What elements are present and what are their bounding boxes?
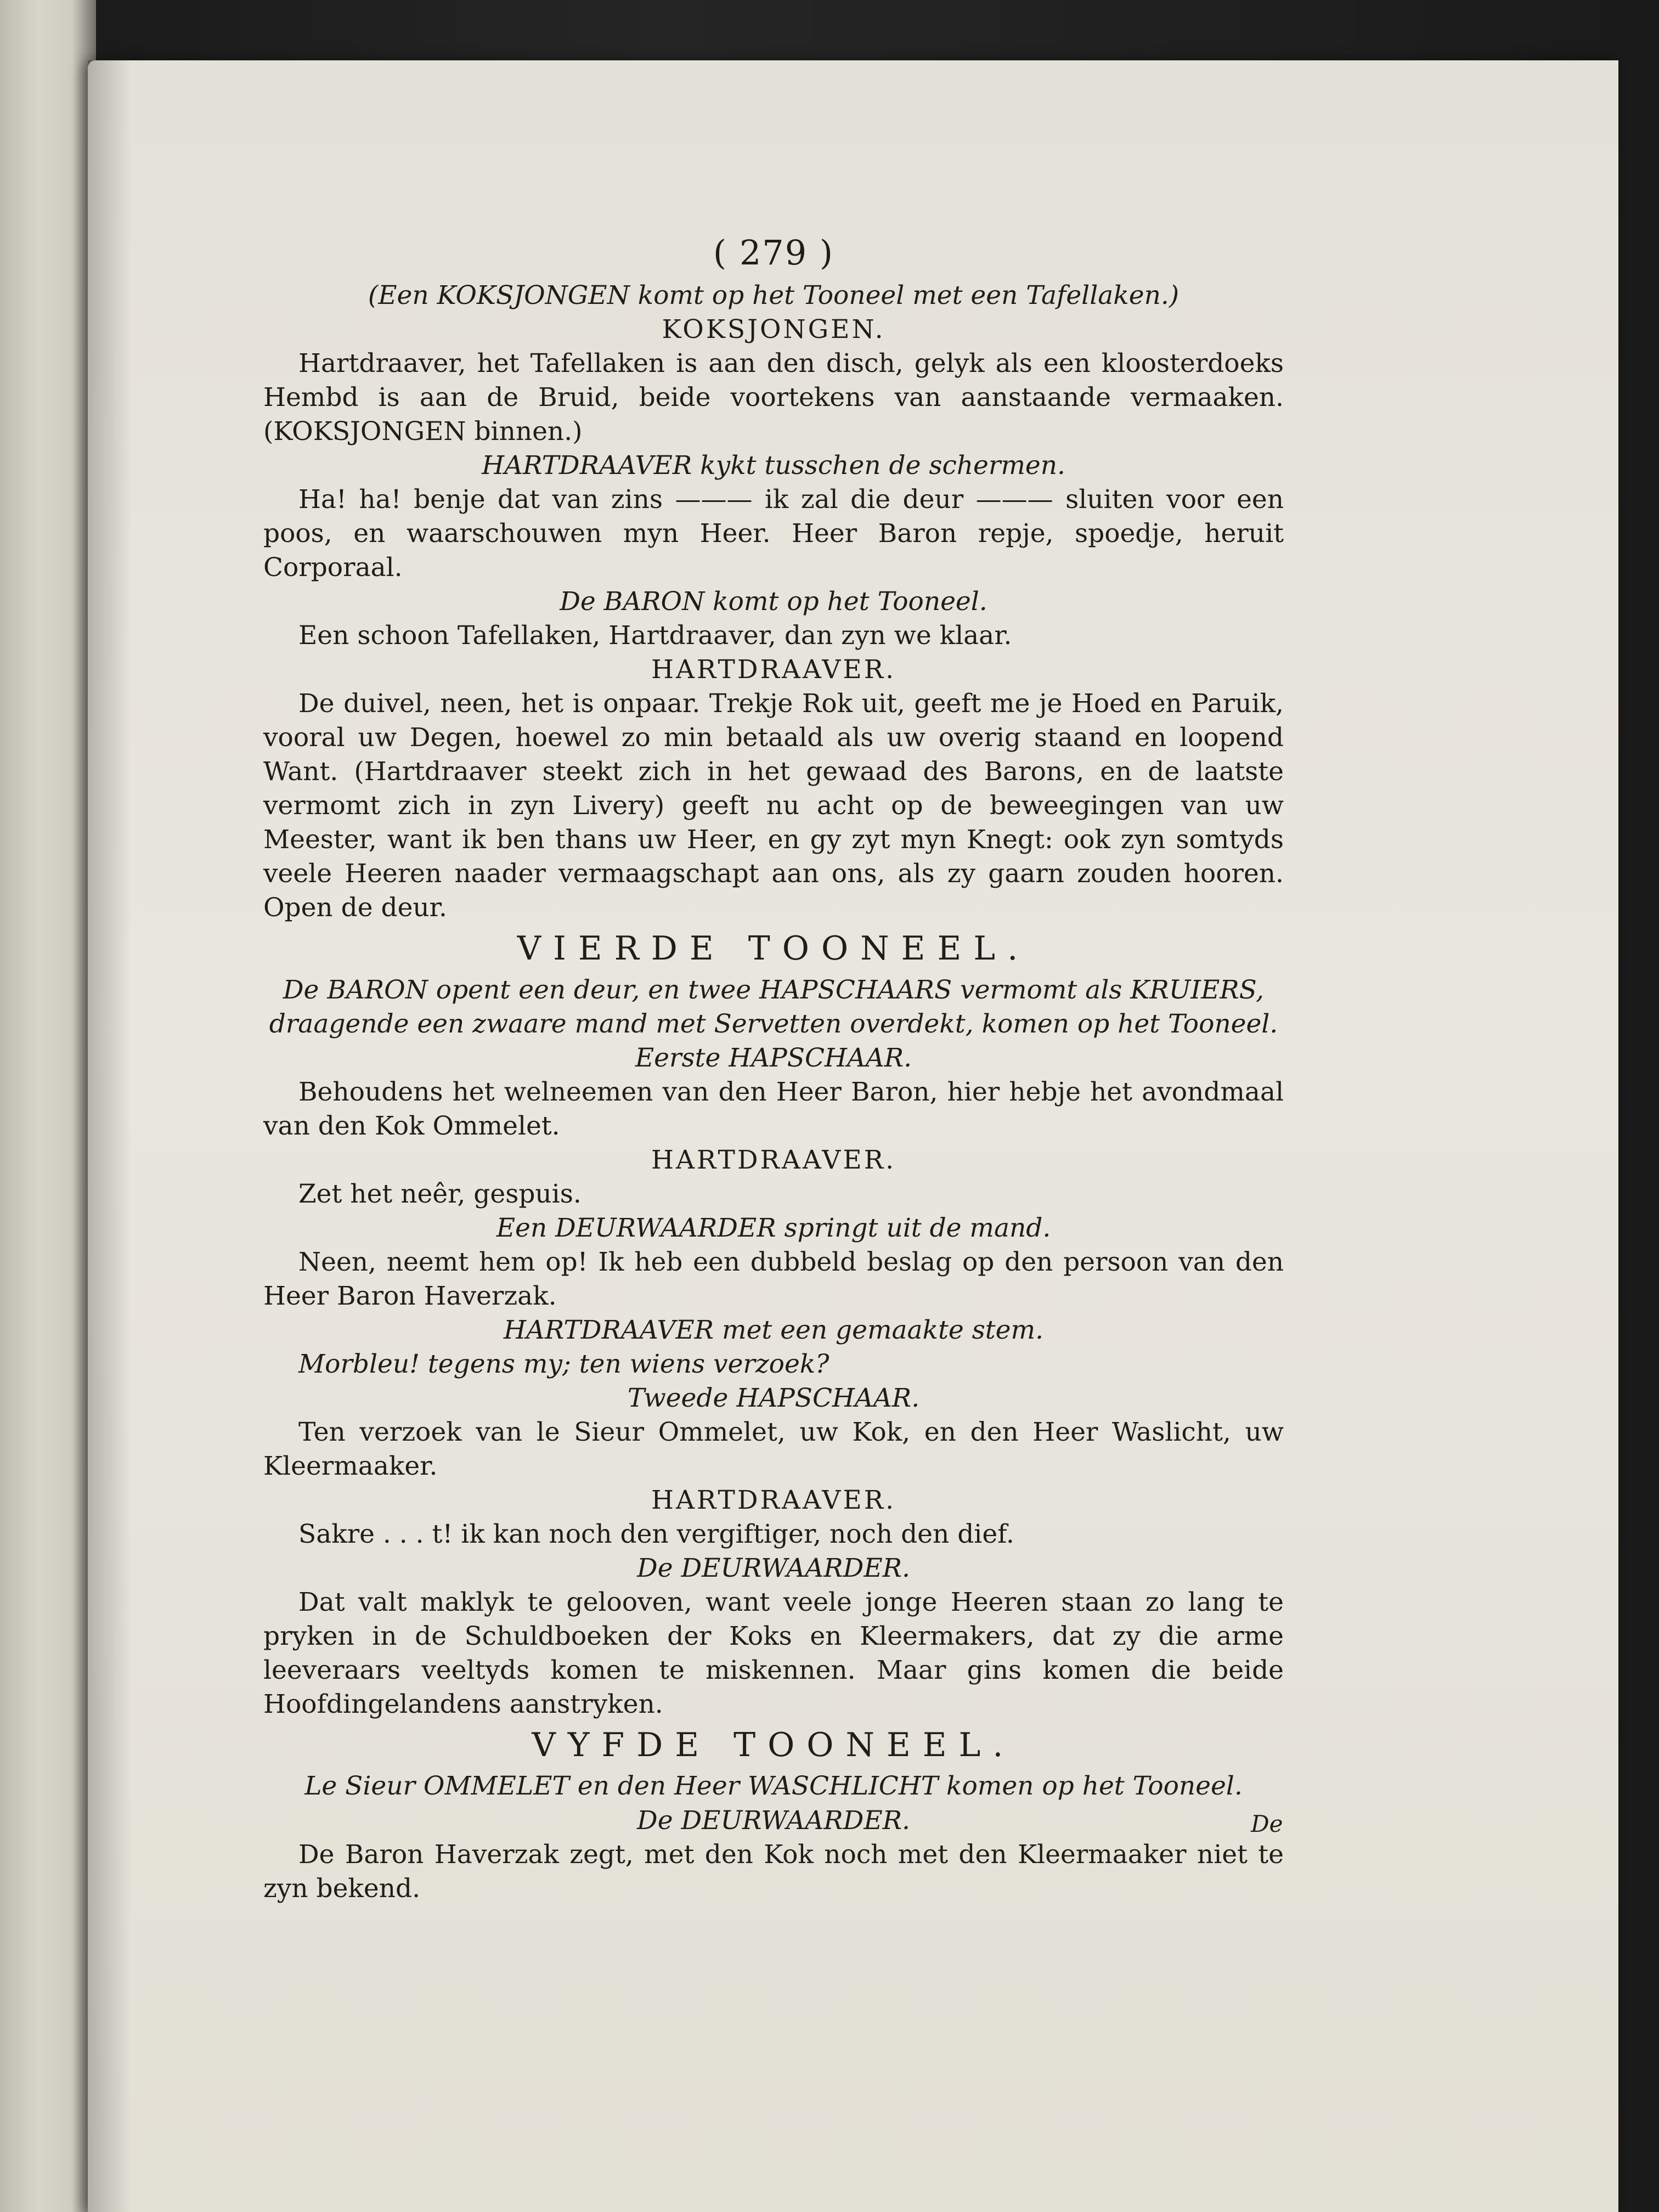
dialogue-line: De duivel, neen, het is onpaar. Trekje Rok uit, geeft me je Hoed en Paruik, vooral uw Degen, hoewel zo min betaald als uw overig staand en loopend Want. (Hartdraaver steekt zich in het gewaad des Barons, en de laatste vermomt zich in zyn Livery) geeft nu acht op de beweegingen van uw Meester, want ik ben thans uw Heer, en gy zyt myn Knegt: ook zyn somtyds veele Heeren naader vermaagschapt aan ons, als zy gaarn zouden hooren. Open de deur. <box>263 689 1284 923</box>
page-number: ( 279 ) <box>713 233 834 273</box>
page-text-block <box>263 230 1284 1906</box>
dialogue-line: Morbleu! tegens my; ten wiens verzoek? <box>298 1348 830 1379</box>
stage-direction: Een DEURWAARDER springt uit de mand. <box>496 1212 1051 1243</box>
dialogue-line: Dat valt maklyk te gelooven, want veele jonge Heeren staan zo lang te pryken in de Schuldboeken der Koks en Kleermakers, dat zy die arme leeveraars veeltyds komen te miskennen. Maar gins komen die beide Hoofdingelandens aanstryken. <box>263 1587 1284 1720</box>
speaker-name: Tweede HAPSCHAAR. <box>627 1383 920 1413</box>
speaker-name: Eerste HAPSCHAAR. <box>635 1042 912 1073</box>
dialogue-line: Ha! ha! benje dat van zins ——— ik zal die deur ——— sluiten voor een poos, en waarschouwen myn Heer. Heer Baron repje, spoedje, heruit Corporaal. <box>263 484 1284 583</box>
stage-direction: De BARON opent een deur, en twee HAPSCHAARS vermomt als KRUIERS, draagende een zwaare mand met Servetten overdekt, komen op het Tooneel. <box>269 974 1278 1039</box>
stage-direction: Le Sieur OMMELET en den Heer WASCHLICHT komen op het Tooneel. <box>304 1771 1243 1802</box>
dialogue-line: Hartdraaver, het Tafellaken is aan den disch, gelyk als een kloosterdoeks Hembd is aan de Bruid, beide voortekens van aanstaande vermaaken. (KOKSJONGEN binnen.) <box>263 348 1284 447</box>
scene-heading: VIERDE TOONEEL. <box>517 929 1030 968</box>
dialogue-line: De Baron Haverzak zegt, met den Kok noch met den Kleermaaker niet te zyn bekend. <box>263 1839 1284 1904</box>
speaker-name: HARTDRAAVER. <box>651 654 896 685</box>
catchword: De <box>1251 1810 1283 1837</box>
dialogue-line: Behoudens het welneemen van den Heer Baron, hier hebje het avondmaal van den Kok Ommelet. <box>263 1076 1284 1141</box>
page-gutter-shadow <box>88 60 132 2212</box>
speaker-name: KOKSJONGEN. <box>662 314 885 345</box>
speaker-name: HARTDRAAVER met een gemaakte stem. <box>503 1314 1044 1345</box>
stage-direction: De BARON komt op het Tooneel. <box>560 586 988 617</box>
speaker-name: De DEURWAARDER. <box>637 1805 910 1836</box>
speaker-name: HARTDRAAVER. <box>651 1485 896 1516</box>
dialogue-line: Ten verzoek van le Sieur Ommelet, uw Kok, en den Heer Waslicht, uw Kleermaaker. <box>263 1417 1284 1482</box>
dialogue-line: Neen, neemt hem op! Ik heb een dubbeld beslag op den persoon van den Heer Baron Haverzak. <box>263 1246 1284 1311</box>
speaker-name: HARTDRAAVER kykt tusschen de schermen. <box>482 450 1065 481</box>
dialogue-line: Sakre . . . t! ik kan noch den vergiftiger, noch den dief. <box>298 1519 1014 1550</box>
dialogue-line: Een schoon Tafellaken, Hartdraaver, dan zyn we klaar. <box>298 620 1012 651</box>
stage-direction: (Een KOKSJONGEN komt op het Tooneel met een Tafellaken.) <box>368 280 1180 311</box>
speaker-name: HARTDRAAVER. <box>651 1144 896 1175</box>
previous-page-edge <box>0 0 96 2212</box>
speaker-name: De DEURWAARDER. <box>637 1553 910 1584</box>
dialogue-line: Zet het neêr, gespuis. <box>298 1178 582 1209</box>
scene-heading: VYFDE TOONEEL. <box>532 1726 1015 1765</box>
